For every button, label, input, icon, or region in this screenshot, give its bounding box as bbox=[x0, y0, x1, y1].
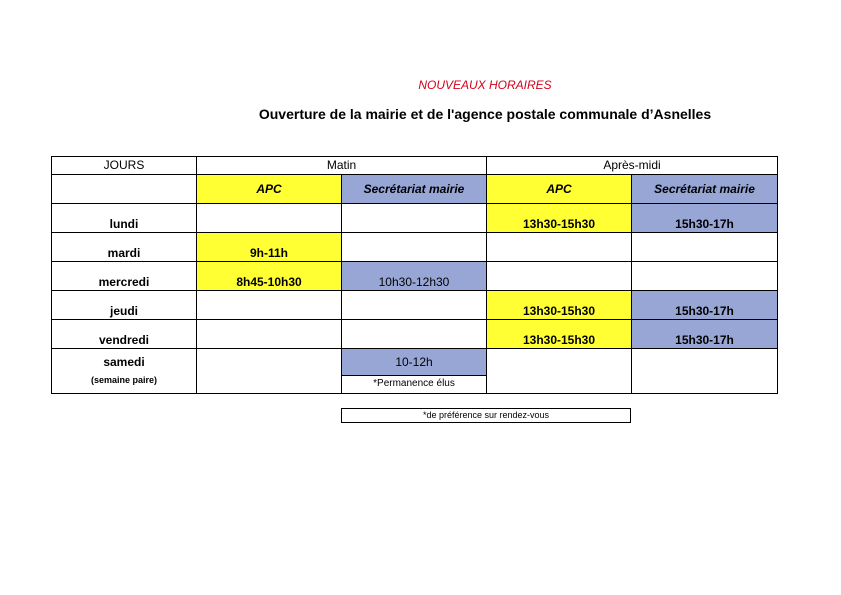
cell-empty bbox=[197, 291, 342, 320]
cell-empty bbox=[487, 233, 632, 262]
jeudi-pm-apc: 13h30-15h30 bbox=[487, 291, 632, 320]
cell-empty bbox=[342, 233, 487, 262]
cell-empty bbox=[197, 204, 342, 233]
samedi-am-secretariat-hours: 10-12h bbox=[342, 349, 486, 376]
table-row bbox=[52, 262, 778, 291]
table-row bbox=[52, 320, 778, 349]
header-matin-apc: APC bbox=[197, 175, 342, 204]
table-row bbox=[52, 349, 778, 394]
cell-empty bbox=[632, 349, 778, 394]
day-vendredi: vendredi bbox=[52, 320, 197, 349]
table-row bbox=[52, 291, 778, 320]
cell-empty bbox=[632, 262, 778, 291]
cell-empty bbox=[487, 262, 632, 291]
mardi-am-apc: 9h-11h bbox=[197, 233, 342, 262]
cell-empty bbox=[197, 320, 342, 349]
jeudi-pm-secretariat: 15h30-17h bbox=[632, 291, 778, 320]
day-mardi: mardi bbox=[52, 233, 197, 262]
new-hours-notice: NOUVEAUX HORAIRES bbox=[418, 78, 552, 92]
cell-empty bbox=[487, 349, 632, 394]
lundi-pm-secretariat: 15h30-17h bbox=[632, 204, 778, 233]
vendredi-pm-secretariat: 15h30-17h bbox=[632, 320, 778, 349]
cell-empty bbox=[632, 233, 778, 262]
day-mercredi: mercredi bbox=[52, 262, 197, 291]
samedi-am-secretariat-note: *Permanence élus bbox=[342, 376, 486, 391]
header-empty bbox=[52, 175, 197, 204]
lundi-pm-apc: 13h30-15h30 bbox=[487, 204, 632, 233]
mercredi-am-secretariat: 10h30-12h30 bbox=[342, 262, 487, 291]
samedi-week-note: (semaine paire) bbox=[90, 374, 158, 385]
header-jours: JOURS bbox=[52, 157, 197, 175]
header-row-services bbox=[52, 175, 778, 204]
header-pm-apc: APC bbox=[487, 175, 632, 204]
header-apres-midi: Après-midi bbox=[487, 157, 778, 175]
cell-empty bbox=[342, 291, 487, 320]
opening-hours-table bbox=[51, 156, 778, 394]
header-row-periods bbox=[52, 157, 778, 175]
appointment-footnote: *de préférence sur rendez-vous bbox=[341, 408, 631, 423]
header-matin: Matin bbox=[197, 157, 487, 175]
mercredi-am-apc: 8h45-10h30 bbox=[197, 262, 342, 291]
cell-empty bbox=[197, 349, 342, 394]
table-row bbox=[52, 233, 778, 262]
day-samedi bbox=[52, 349, 197, 394]
samedi-am-secretariat bbox=[342, 349, 487, 394]
header-matin-secretariat: Secrétariat mairie bbox=[342, 175, 487, 204]
day-jeudi: jeudi bbox=[52, 291, 197, 320]
table-row bbox=[52, 204, 778, 233]
cell-empty bbox=[342, 320, 487, 349]
vendredi-pm-apc: 13h30-15h30 bbox=[487, 320, 632, 349]
page-title: Ouverture de la mairie et de l'agence postale communale d’Asnelles bbox=[258, 106, 712, 122]
day-lundi: lundi bbox=[52, 204, 197, 233]
cell-empty bbox=[342, 204, 487, 233]
header-pm-secretariat: Secrétariat mairie bbox=[632, 175, 778, 204]
day-samedi-label: samedi bbox=[103, 354, 145, 369]
